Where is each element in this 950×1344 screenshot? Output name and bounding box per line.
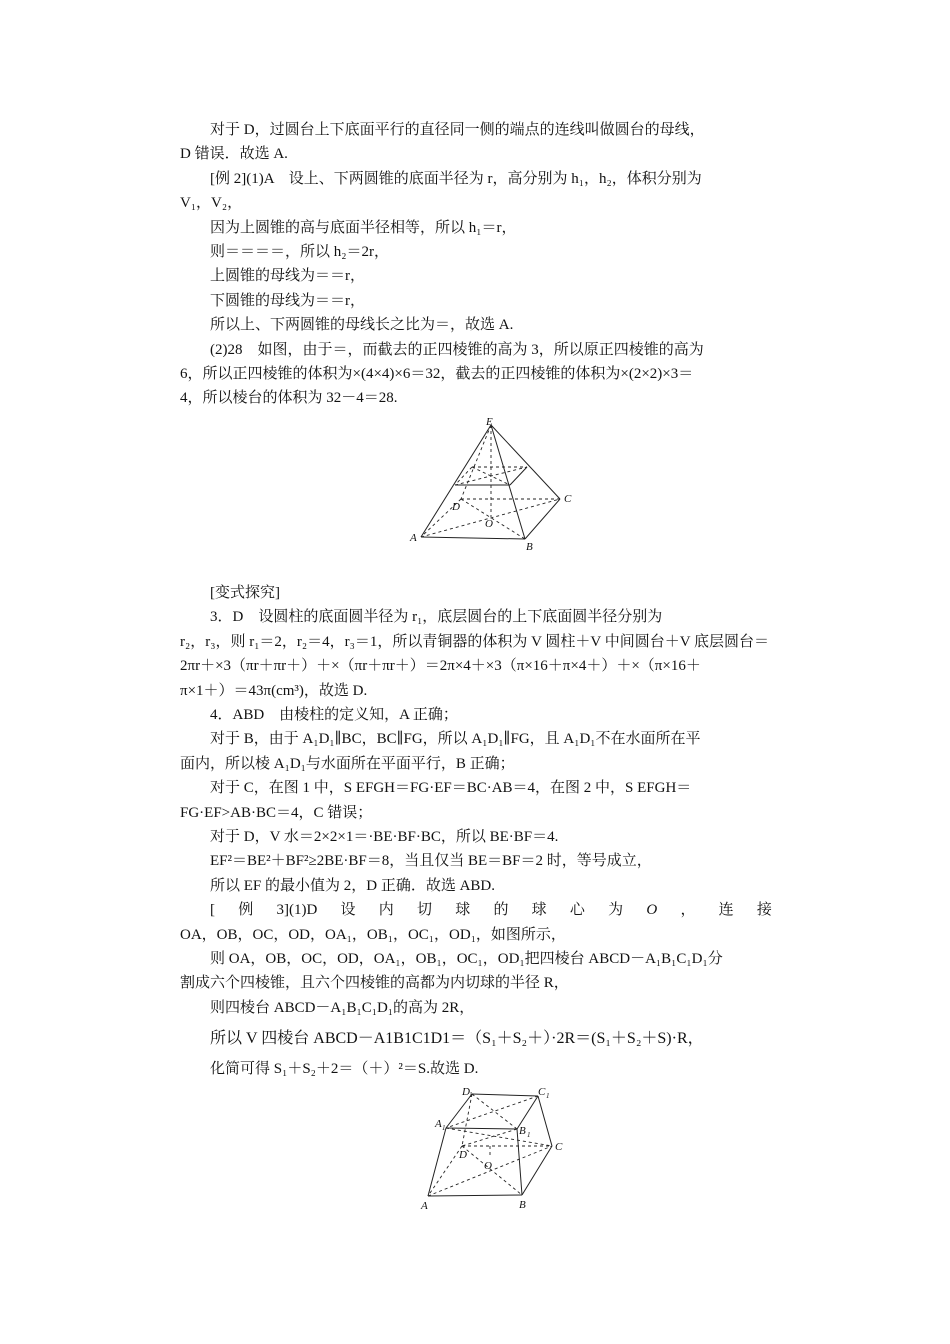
paragraph-line: 所以 EF 的最小值为 2，D 正确．故选 ABD. — [210, 877, 496, 894]
paragraph-line: [例 2](1)A 设上、下两圆锥的底面半径为 r，高分别为 h₁，h₂，体积分别为 — [210, 170, 702, 187]
vertex-label: D — [452, 500, 460, 513]
vertex-subscript: 1 — [469, 1090, 473, 1099]
paragraph-line: V₁，V₂， — [180, 195, 243, 212]
paragraph-line: 6，所以正四棱锥的体积为×(4×4)×6＝32，截去的正四棱锥的体积为×(2×2)×3＝ — [180, 366, 694, 383]
vertex-subscript: 1 — [546, 1091, 550, 1100]
vertex-label: E — [486, 416, 493, 428]
word: O — [646, 902, 658, 919]
paragraph-line: D 错误．故选 A. — [180, 146, 288, 163]
paragraph-line: 割成六个四棱锥，且六个四棱锥的高都为内切球的半径 R， — [180, 975, 569, 992]
vertex-label: O — [484, 1159, 492, 1172]
pyramid-diagram — [180, 417, 772, 575]
justified-line — [180, 898, 772, 922]
vertex-label: B — [526, 540, 533, 553]
document-page — [180, 118, 772, 1214]
vertex-label: A — [410, 531, 417, 544]
paragraph-line: 则＝＝＝＝，所以 h₂＝2r， — [210, 244, 389, 261]
vertex-label: O — [485, 517, 493, 530]
word: 例 — [238, 902, 254, 919]
figure-frustum-pyramid — [180, 417, 772, 575]
figure-frustum-sphere — [180, 1086, 772, 1214]
word: 切 — [416, 902, 432, 919]
paragraph-line: 对于 D，V 水＝2×2×1＝·BE·BF·BC，所以 BE·BF＝4. — [210, 828, 559, 845]
paragraph-line: 2πr＋×3（πr＋πr＋）＋×（πr＋πr＋）＝2π×4＋×3（π×16＋π×4＋）＋×（π×16＋ — [180, 658, 701, 675]
vertex-label: C — [538, 1085, 546, 1098]
vertex-label: B — [519, 1124, 526, 1137]
word: 心 — [569, 902, 585, 919]
paragraph-line: 4，所以棱台的体积为 32－4＝28. — [180, 390, 398, 407]
frustum-diagram — [180, 1086, 772, 1214]
paragraph-line: EF²＝BE²＋BF²≥2BE·BF＝8，当且仅当 BE＝BF＝2 时，等号成立， — [210, 853, 652, 870]
paragraph-line: π×1＋）＝43π(cm³)，故选 D. — [180, 682, 368, 699]
paragraph-line: 对于 D，过圆台上下底面平行的直径同一侧的端点的连线叫做圆台的母线， — [210, 122, 705, 138]
vertex-label: C — [555, 1140, 563, 1153]
section-heading: [变式探究] — [210, 584, 280, 601]
vertex-label: D — [462, 1085, 470, 1098]
word: 设 — [340, 902, 356, 919]
paragraph-line: 所以上、下两圆锥的母线长之比为＝，故选 A. — [210, 317, 514, 334]
paragraph-line: OA，OB，OC，OD，OA₁，OB₁，OC₁，OD₁，如图所示， — [180, 926, 566, 943]
paragraph-line: FG·EF>AB·BC＝4，C 错误； — [180, 804, 373, 821]
paragraph-line: 则四棱台 ABCD－A₁B₁C₁D₁的高为 2R， — [210, 999, 475, 1016]
word: 的 — [493, 902, 509, 919]
vertex-subscript: 1 — [442, 1123, 446, 1132]
vertex-label: B — [519, 1198, 526, 1211]
paragraph-line: 则 OA，OB，OC，OD，OA₁，OB₁，OC₁，OD₁把四棱台 ABCD－A₁B₁C₁D₁分 — [210, 950, 723, 967]
vertex-label: A — [421, 1199, 428, 1212]
paragraph-line: 所以 V 四棱台 ABCD－A1B1C1D1＝（S₁＋S₂＋）·2R＝(S₁＋S₂＋S)·R， — [210, 1030, 704, 1048]
paragraph-line: 下圆锥的母线为＝＝r， — [210, 292, 365, 309]
paragraph-line: 化简可得 S₁＋S₂＋2＝（＋）²＝S.故选 D. — [210, 1061, 479, 1078]
paragraph-line: r₂，r₃，则 r₁＝2，r₂＝4，r₃＝1，所以青铜器的体积为 V 圆柱＋V 中间圆台＋V 底层圆台＝ — [180, 633, 770, 650]
paragraph-line: 对于 B，由于 A₁D₁∥BC，BC∥FG，所以 A₁D₁∥FG，且 A₁D₁不在水面所在平 — [210, 731, 701, 748]
paragraph-line: (2)28 如图，由于＝，而截去的正四棱锥的高为 3，所以原正四棱锥的高为 — [210, 341, 704, 358]
word: 球 — [531, 902, 547, 919]
paragraph-line: 上圆锥的母线为＝＝r， — [210, 268, 365, 285]
word: 球 — [455, 902, 471, 919]
word: 接 — [756, 902, 772, 919]
word: 内 — [378, 902, 394, 919]
paragraph-line: 因为上圆锥的高与底面半径相等，所以 h₁＝r， — [210, 219, 517, 236]
vertex-subscript: 1 — [527, 1130, 531, 1139]
word: ， — [680, 902, 696, 919]
word: [ — [210, 902, 215, 919]
paragraph-line: 对于 C，在图 1 中，S EFGH＝FG·EF＝BC·AB＝4，在图 2 中，S EFGH＝ — [210, 780, 692, 797]
vertex-label: C — [564, 492, 572, 505]
word: 为 — [608, 902, 624, 919]
word: 3](1)D — [276, 902, 318, 919]
word: 连 — [718, 902, 734, 919]
vertex-label: D — [459, 1148, 467, 1161]
paragraph-line: 面内，所以棱 A₁D₁与水面所在平面平行，B 正确； — [180, 755, 515, 772]
vertex-label: A — [435, 1117, 442, 1130]
paragraph-line: 4．ABD 由棱柱的定义知，A 正确； — [210, 706, 458, 723]
paragraph-line: 3．D 设圆柱的底面圆半径为 r₁，底层圆台的上下底面圆半径分别为 — [210, 609, 663, 626]
